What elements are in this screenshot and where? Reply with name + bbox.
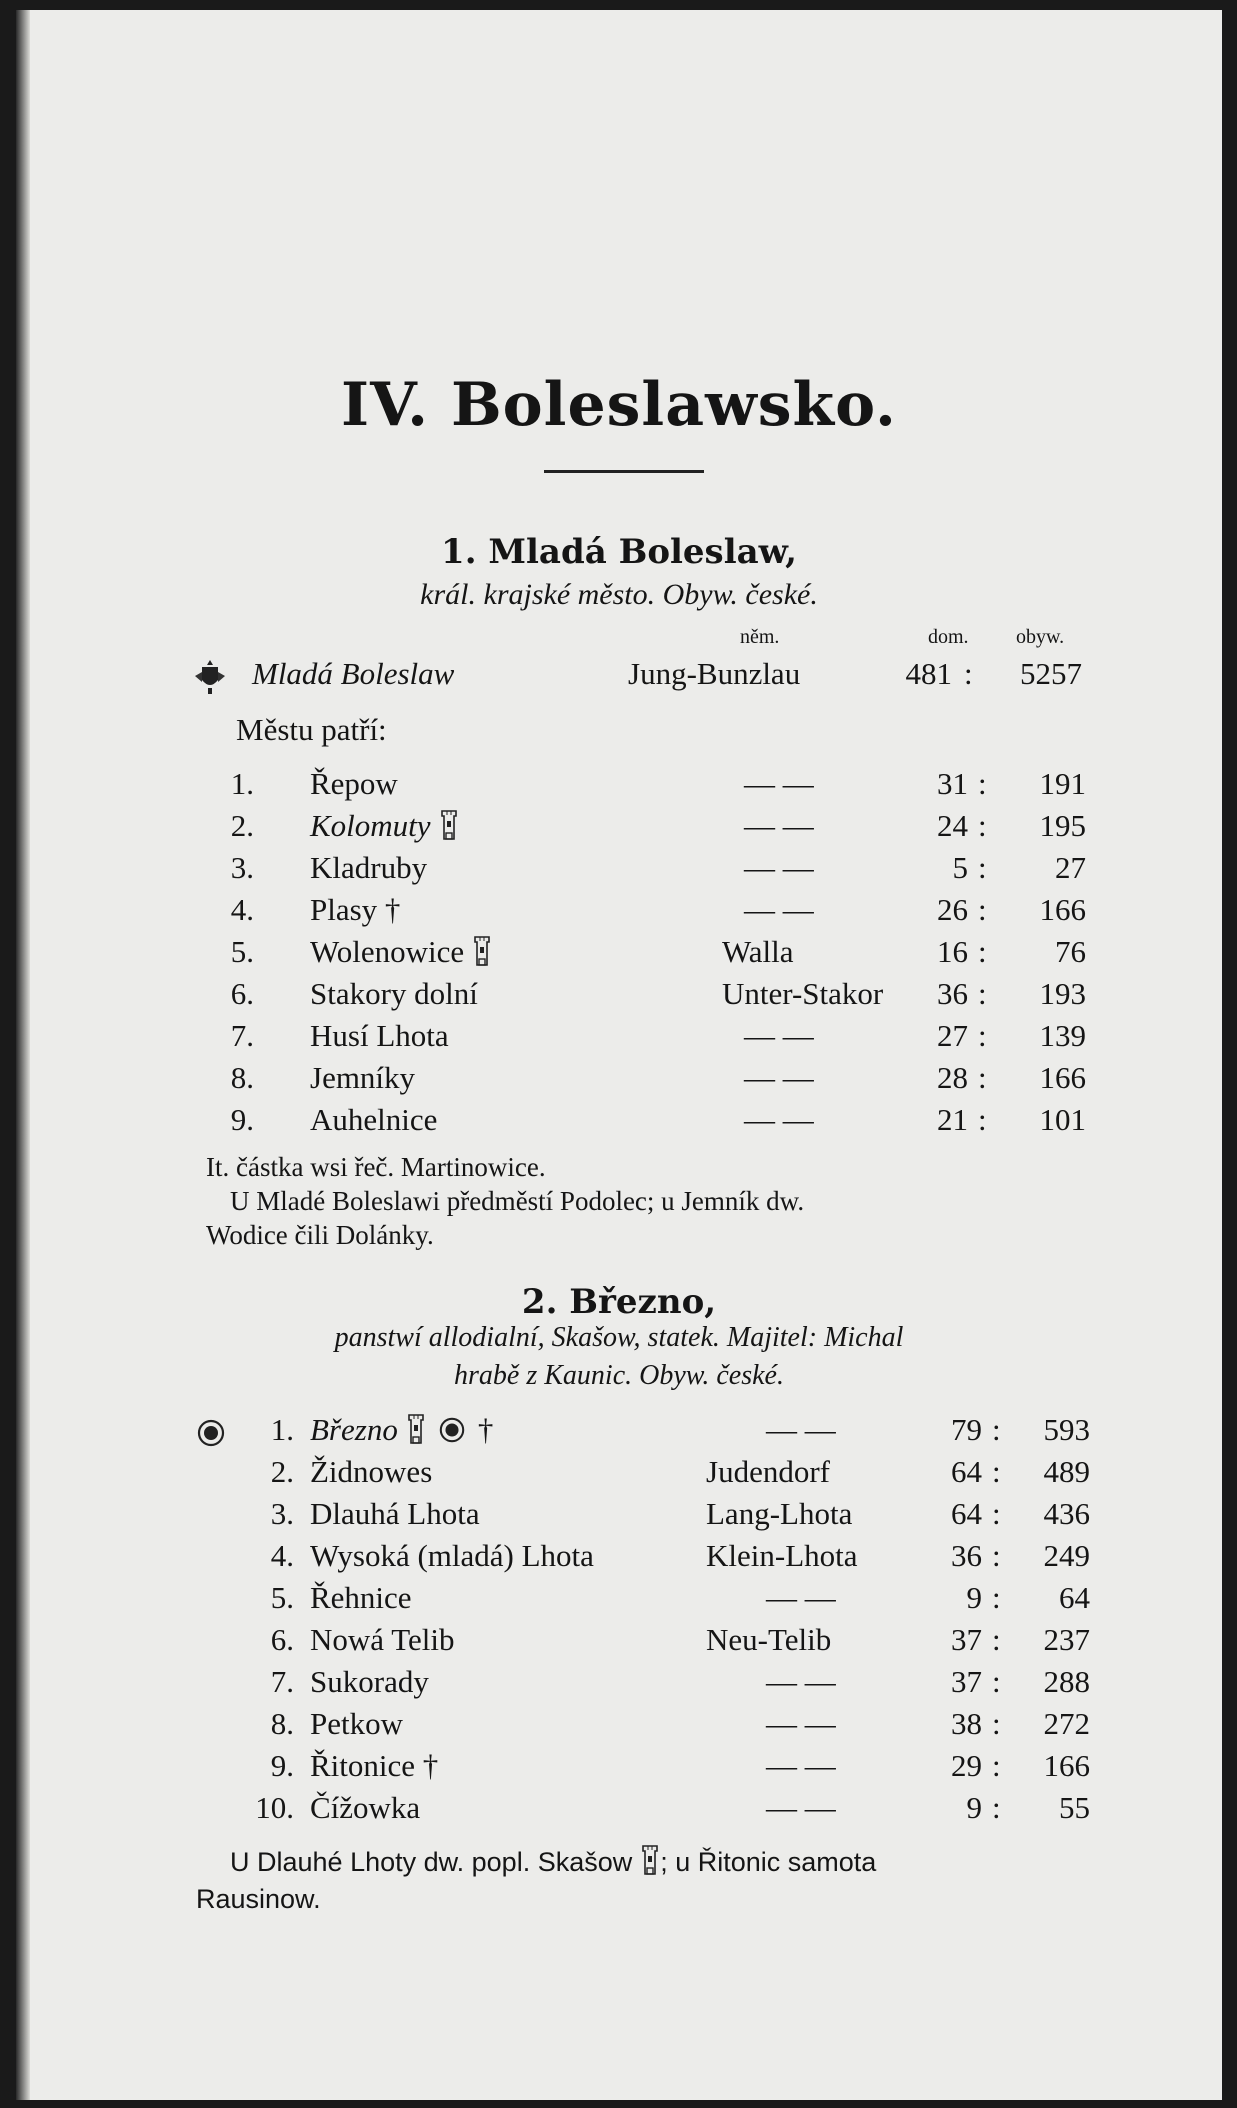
row-number: 9. <box>270 1748 294 1783</box>
castle-tower-icon <box>406 1413 426 1445</box>
row-dom: 64 <box>951 1496 982 1531</box>
heading-rule <box>544 470 704 473</box>
row-number: 3. <box>230 850 254 885</box>
row-name: Petkow <box>310 1706 403 1741</box>
row-sep: : <box>978 808 987 843</box>
row-name: Dlauhá Lhota <box>310 1496 480 1531</box>
row-sep: : <box>992 1412 1001 1447</box>
row-obyw: 101 <box>1039 1102 1086 1137</box>
row-name: Wysoká (mladá) Lhota <box>310 1538 594 1573</box>
col-header-nem: něm. <box>740 626 780 648</box>
row-dom: 38 <box>951 1706 982 1741</box>
row-german: Walla <box>722 934 794 969</box>
row-german: — — <box>744 1102 814 1137</box>
row-sep: : <box>978 1060 987 1095</box>
row-german: Judendorf <box>706 1454 830 1489</box>
row-german: — — <box>766 1706 836 1741</box>
book-page <box>16 10 1222 2100</box>
row-dom: 37 <box>951 1664 982 1699</box>
section2-note-b: ; u Řitonic samota <box>660 1847 877 1877</box>
estate-seat-icon <box>196 1418 226 1448</box>
town-german: Jung-Bunzlau <box>628 656 801 691</box>
row-obyw: 249 <box>1043 1538 1090 1573</box>
row-dom: 26 <box>937 892 968 927</box>
town-obyw: 5257 <box>1020 656 1082 691</box>
row-name: Stakory dolní <box>310 976 478 1011</box>
row-obyw: 195 <box>1039 808 1086 843</box>
row-sep: : <box>992 1496 1001 1531</box>
row-name <box>310 934 492 970</box>
row-sep: : <box>978 934 987 969</box>
row-obyw: 237 <box>1043 1622 1090 1657</box>
row-german: — — <box>744 808 814 843</box>
section1-title: 1. Mladá Boleslaw, <box>441 532 797 572</box>
row-name-text: Wolenowice <box>310 934 465 969</box>
row-sep: : <box>992 1538 1001 1573</box>
section2-subtitle-line1: panstwí allodialní, Skašow, statek. Majitel: Michal <box>334 1322 904 1353</box>
row-german: — — <box>744 850 814 885</box>
row-dom: 9 <box>966 1580 982 1615</box>
row-sep: : <box>978 766 987 801</box>
row-dom: 5 <box>952 850 968 885</box>
note-line: U Mladé Boleslawi předměstí Podolec; u Jemník dw. <box>230 1186 805 1216</box>
row-number: 1. <box>230 766 254 801</box>
row-obyw: 27 <box>1055 850 1086 885</box>
row-number: 5. <box>230 934 254 969</box>
row-name: Kladruby <box>310 850 428 885</box>
row-name: Židnowes <box>310 1454 433 1489</box>
row-name <box>310 1412 493 1448</box>
town-name: Mladá Boleslaw <box>252 656 455 691</box>
row-obyw: 593 <box>1043 1412 1090 1447</box>
row-obyw: 55 <box>1059 1790 1090 1825</box>
row-sep: : <box>978 1102 987 1137</box>
row-dom: 27 <box>937 1018 968 1053</box>
section2-subtitle-line2: hrabě z Kaunic. Obyw. české. <box>454 1360 784 1391</box>
col-header-dom: dom. <box>928 626 969 648</box>
belongs-label: Městu patří: <box>236 712 387 747</box>
row-dom: 28 <box>937 1060 968 1095</box>
row-dom: 31 <box>937 766 968 801</box>
row-german: — — <box>744 1060 814 1095</box>
row-sep: : <box>992 1580 1001 1615</box>
row-german: — — <box>766 1790 836 1825</box>
row-german: — — <box>744 892 814 927</box>
row-name: Auhelnice <box>310 1102 438 1137</box>
row-sep: : <box>992 1790 1001 1825</box>
row-german: — — <box>766 1748 836 1783</box>
row-sep: : <box>978 850 987 885</box>
town-dom: 481 <box>905 656 952 691</box>
row-number: 2. <box>270 1454 294 1489</box>
row-obyw: 288 <box>1043 1664 1090 1699</box>
row-sep: : <box>978 892 987 927</box>
row-number: 5. <box>270 1580 294 1615</box>
row-german: Lang-Lhota <box>706 1496 853 1531</box>
coat-of-arms-icon <box>192 658 228 701</box>
row-obyw: 193 <box>1039 976 1086 1011</box>
town-sep: : <box>964 656 973 691</box>
row-german: Unter-Stakor <box>722 976 884 1011</box>
row-number: 10. <box>255 1790 294 1825</box>
row-obyw: 76 <box>1055 934 1086 969</box>
row-sep: : <box>978 1018 987 1053</box>
row-german: Klein-Lhota <box>706 1538 858 1573</box>
row-number: 3. <box>270 1496 294 1531</box>
row-obyw: 166 <box>1039 1060 1086 1095</box>
row-german: — — <box>766 1412 836 1447</box>
page-edge-shadow <box>16 10 30 2100</box>
row-dom: 36 <box>937 976 968 1011</box>
row-name: Řitonice † <box>310 1748 439 1783</box>
row-name: Řehnice <box>310 1580 412 1615</box>
row-number: 6. <box>230 976 254 1011</box>
row-dom: 37 <box>951 1622 982 1657</box>
castle-tower-icon <box>439 809 459 841</box>
row-german: Neu-Telib <box>706 1622 832 1657</box>
row-german: — — <box>744 766 814 801</box>
row-dom: 79 <box>951 1412 982 1447</box>
row-name: Čížowka <box>310 1790 421 1825</box>
row-name <box>310 808 459 844</box>
row-name: Plasy † <box>310 892 401 927</box>
section2-title: 2. Březno, <box>521 1282 717 1322</box>
row-obyw: 191 <box>1039 766 1086 801</box>
castle-tower-icon <box>640 1844 660 1876</box>
note-line: It. částka wsi řeč. Martinowice. <box>206 1152 546 1182</box>
row-german: — — <box>744 1018 814 1053</box>
row-sep: : <box>992 1664 1001 1699</box>
row-obyw: 489 <box>1043 1454 1090 1489</box>
row-number: 8. <box>230 1060 254 1095</box>
row-dom: 24 <box>937 808 968 843</box>
row-dom: 9 <box>966 1790 982 1825</box>
row-obyw: 166 <box>1039 892 1086 927</box>
castle-tower-icon <box>472 935 492 967</box>
row-name: Husí Lhota <box>310 1018 449 1053</box>
section1-subtitle: král. krajské město. Obyw. české. <box>420 578 818 611</box>
row-number: 4. <box>270 1538 294 1573</box>
row-name-text: Březno <box>310 1412 398 1447</box>
col-header-obyw: obyw. <box>1016 626 1065 648</box>
row-obyw: 64 <box>1059 1580 1090 1615</box>
row-dom: 29 <box>951 1748 982 1783</box>
section2-note-c: Rausinow. <box>196 1884 321 1914</box>
row-german: — — <box>766 1580 836 1615</box>
row-name-text: Kolomuty <box>310 808 431 843</box>
row-sep: : <box>992 1622 1001 1657</box>
row-sep: : <box>992 1706 1001 1741</box>
row-dom: 16 <box>937 934 968 969</box>
row-name: Nowá Telib <box>310 1622 455 1657</box>
note-line: Wodice čili Dolánky. <box>206 1220 434 1250</box>
section2-note-a: U Dlauhé Lhoty dw. popl. Skašow <box>230 1847 633 1877</box>
chapter-heading: IV. Boleslawsko. <box>341 370 897 440</box>
row-number: 1. <box>270 1412 294 1447</box>
section2-note <box>230 1844 876 1878</box>
row-dom: 21 <box>937 1102 968 1137</box>
row-name: Řepow <box>310 766 398 801</box>
church-cross-icon: † <box>477 1412 494 1447</box>
row-obyw: 272 <box>1043 1706 1090 1741</box>
row-sep: : <box>992 1748 1001 1783</box>
row-sep: : <box>992 1454 1001 1489</box>
row-number: 9. <box>230 1102 254 1137</box>
row-name: Sukorady <box>310 1664 429 1699</box>
row-dom: 36 <box>951 1538 982 1573</box>
row-name: Jemníky <box>310 1060 416 1095</box>
row-german: — — <box>766 1664 836 1699</box>
row-number: 4. <box>230 892 254 927</box>
row-obyw: 436 <box>1043 1496 1090 1531</box>
row-obyw: 166 <box>1043 1748 1090 1783</box>
row-number: 7. <box>270 1664 294 1699</box>
row-number: 2. <box>230 808 254 843</box>
row-number: 6. <box>270 1622 294 1657</box>
row-sep: : <box>978 976 987 1011</box>
row-obyw: 139 <box>1039 1018 1086 1053</box>
row-dom: 64 <box>951 1454 982 1489</box>
parish-icon <box>438 1416 466 1444</box>
row-number: 7. <box>230 1018 254 1053</box>
row-number: 8. <box>270 1706 294 1741</box>
